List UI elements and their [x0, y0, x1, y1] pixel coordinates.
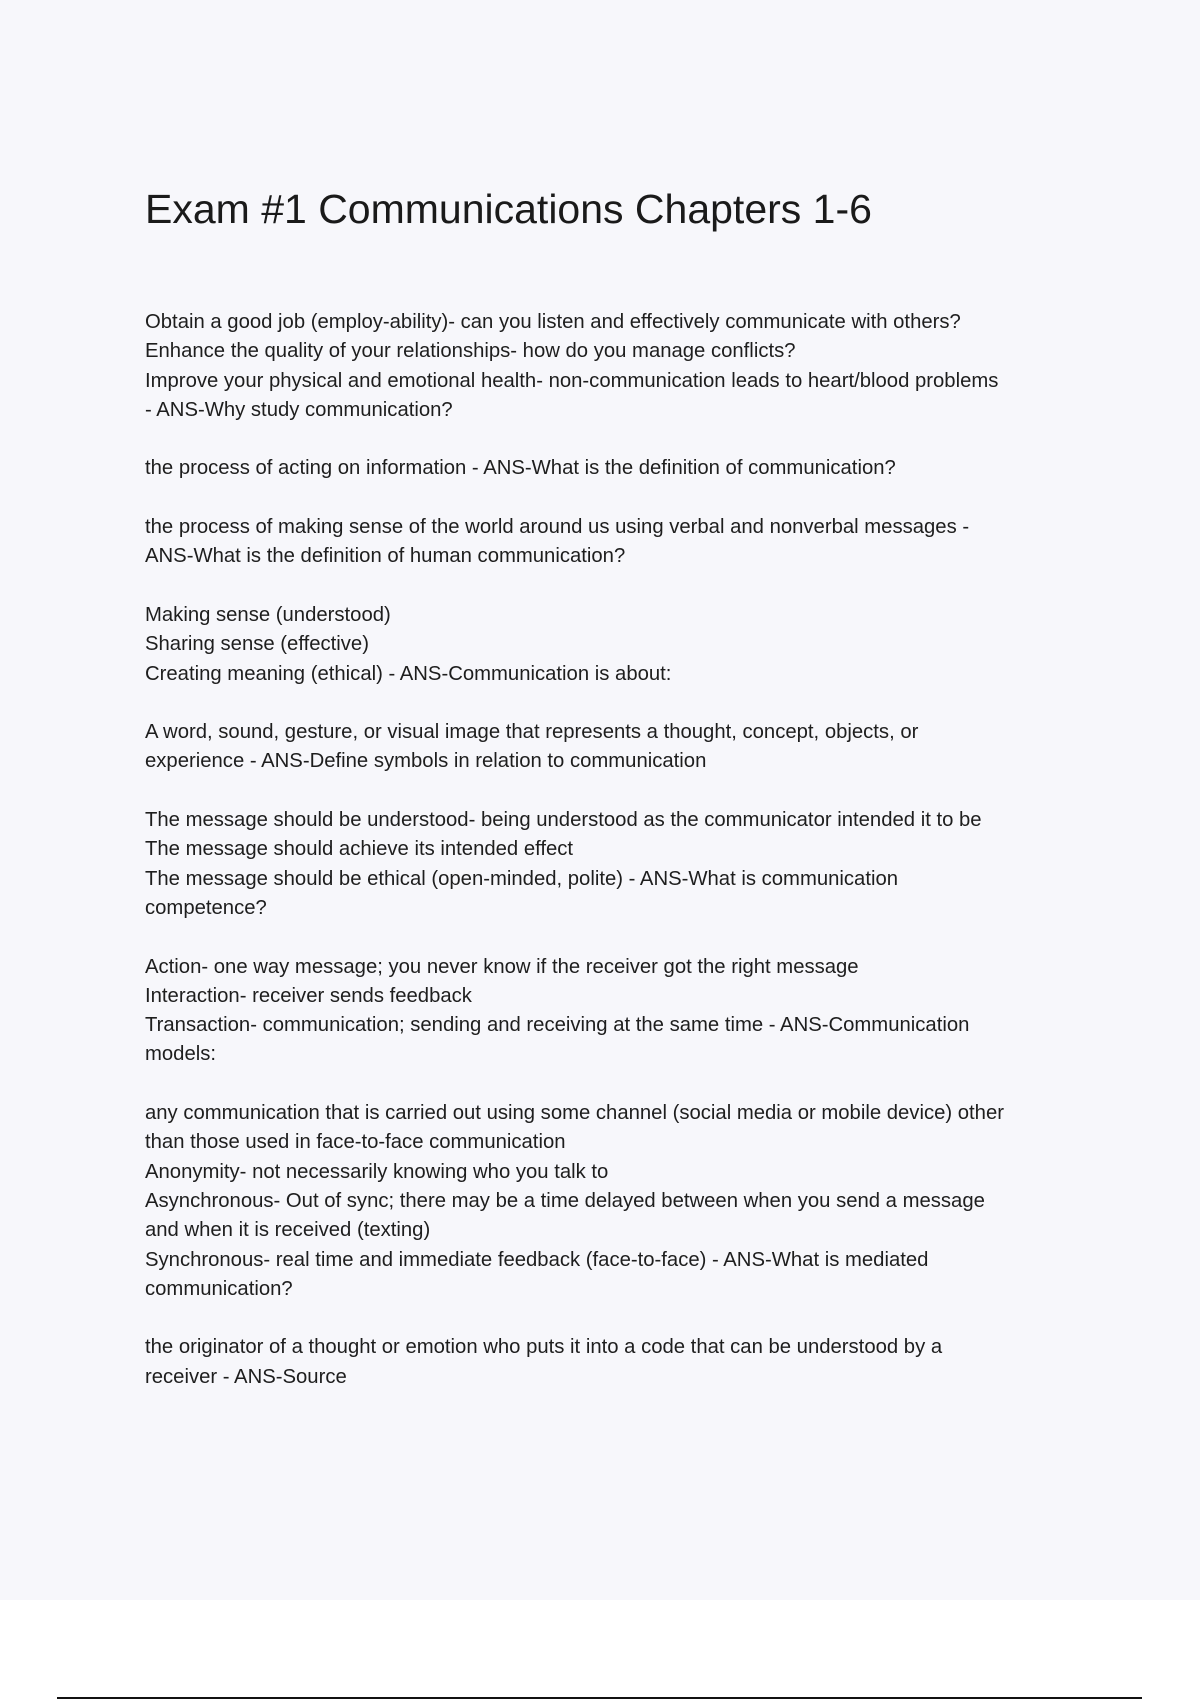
text-line: Enhance the quality of your relationships- how do you manage conflicts? — [145, 340, 796, 363]
text-line: A word, sound, gesture, or visual image that represents a thought, concept, objects, or — [145, 721, 919, 744]
text-line: models: — [145, 1043, 217, 1066]
text-line: and when it is received (texting) — [145, 1219, 431, 1242]
text-line: Anonymity- not necessarily knowing who you talk to — [145, 1160, 609, 1183]
text-line: Action- one way message; you never know if the receiver got the right message — [145, 955, 859, 978]
qa-entry — [145, 308, 1095, 425]
text-line: The message should achieve its intended effect — [145, 838, 574, 861]
text-line: Asynchronous- Out of sync; there may be a time delayed between when you send a message — [145, 1189, 985, 1212]
document-body — [145, 308, 1095, 1421]
text-line: Sharing sense (effective) — [145, 633, 369, 656]
text-line: the process of acting on information - ANS-What is the definition of communication? — [145, 457, 896, 480]
qa-entry — [145, 601, 1095, 689]
text-line: Creating meaning (ethical) - ANS-Communication is about: — [145, 662, 672, 685]
text-line: experience - ANS-Define symbols in relation to communication — [145, 750, 707, 773]
qa-entry — [145, 1099, 1095, 1304]
text-line: than those used in face-to-face communication — [145, 1131, 566, 1154]
text-line: the originator of a thought or emotion who puts it into a code that can be understood by a — [145, 1336, 943, 1359]
text-line: Interaction- receiver sends feedback — [145, 984, 472, 1007]
qa-entry — [145, 513, 1095, 572]
text-line: receiver - ANS-Source — [145, 1365, 347, 1388]
text-line: the process of making sense of the world around us using verbal and nonverbal messages - — [145, 516, 970, 539]
text-line: Making sense (understood) — [145, 603, 391, 626]
text-line: any communication that is carried out using some channel (social media or mobile device) other — [145, 1102, 1004, 1125]
text-line: Obtain a good job (employ-ability)- can you listen and effectively communicate with others? — [145, 311, 961, 333]
text-line: Synchronous- real time and immediate feedback (face-to-face) - ANS-What is mediated — [145, 1248, 929, 1271]
footer-divider — [57, 1697, 1142, 1699]
text-line: communication? — [145, 1277, 293, 1300]
qa-entry — [145, 454, 1095, 483]
text-line: Improve your physical and emotional health- non-communication leads to heart/blood problems — [145, 369, 999, 392]
page-title: Exam #1 Communications Chapters 1-6 — [145, 186, 872, 232]
text-line: The message should be ethical (open-minded, polite) - ANS-What is communication — [145, 867, 899, 890]
qa-entry — [145, 1333, 1095, 1392]
qa-entry — [145, 953, 1095, 1070]
qa-entry — [145, 718, 1095, 777]
text-line: The message should be understood- being understood as the communicator intended it to be — [145, 809, 982, 832]
text-line: Transaction- communication; sending and receiving at the same time - ANS-Communication — [145, 1014, 970, 1037]
qa-entry — [145, 806, 1095, 923]
text-line: - ANS-Why study communication? — [145, 398, 453, 421]
text-line: ANS-What is the definition of human communication? — [145, 545, 626, 568]
text-line: competence? — [145, 896, 267, 919]
